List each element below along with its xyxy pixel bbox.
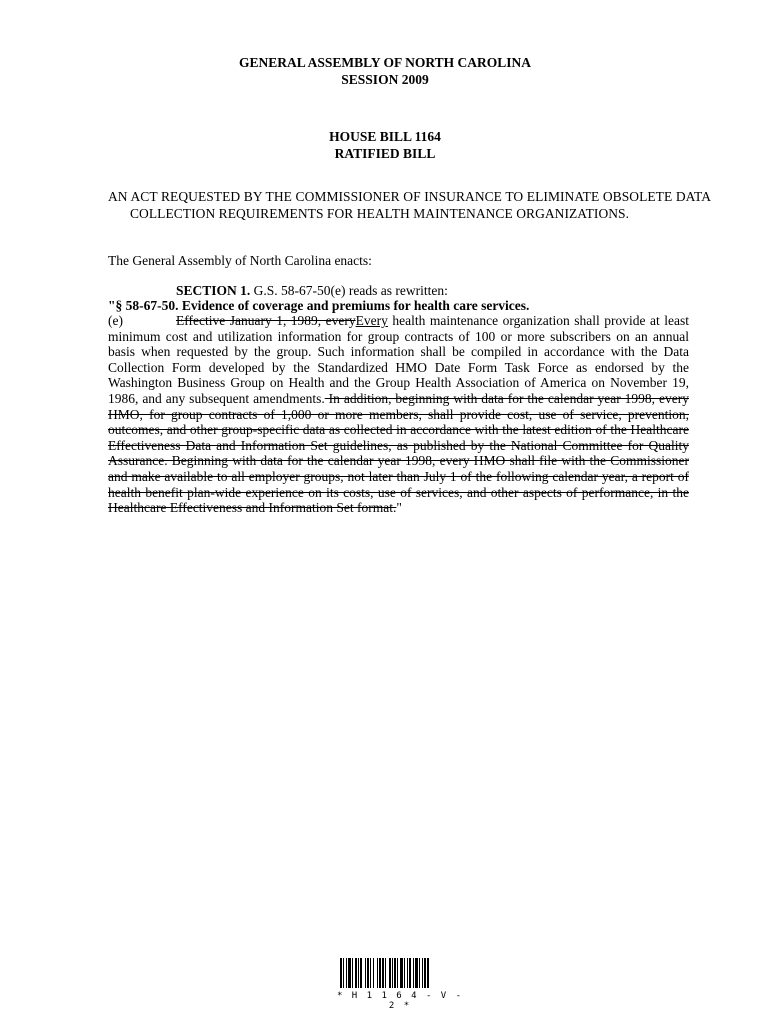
barcode-bar	[413, 958, 414, 988]
retained-text: health maintenance organization shall provide at least minimum cost and utilization information for group contracts of 100 or more subscribers on an annual basis when requested by the group. Such information shall be compiled in accordance with the Data Collection Form developed by the Standardized HMO Date Form Task Force as endorsed by the Washington Business Group on Health and the Group Health Association of America on November 19, 1986, and any subsequent amendments.	[108, 313, 689, 406]
barcode-bar	[355, 958, 357, 988]
barcode-bar	[394, 958, 396, 988]
barcode-bar	[346, 958, 347, 988]
barcode-bar	[382, 958, 384, 988]
session-heading: SESSION 2009	[341, 72, 429, 87]
barcode-bar	[409, 958, 411, 988]
barcode-bar	[348, 958, 351, 988]
barcode-bar	[379, 958, 381, 988]
deleted-lead-text: Effective January 1, 1989, every	[176, 313, 356, 328]
barcode-graphic	[340, 958, 460, 988]
barcode-bar	[392, 958, 393, 988]
barcode-bar	[360, 958, 362, 988]
barcode-bar	[404, 958, 405, 988]
assembly-heading: GENERAL ASSEMBLY OF NORTH CAROLINA	[238, 55, 532, 70]
bill-number-heading: HOUSE BILL 1164	[329, 129, 441, 144]
act-title: AN ACT REQUESTED BY THE COMMISSIONER OF INSURANCE TO ELIMINATE OBSOLETE DATA COLLECTION REQUIREMENTS FOR HEALTH MAINTENANCE ORGANIZATIONS.	[108, 189, 711, 221]
barcode-bar	[370, 958, 371, 988]
statute-title: "§ 58-67-50. Evidence of coverage and premiums for health care services.	[108, 298, 530, 313]
closing-quote: "	[396, 500, 402, 516]
barcode-bar	[377, 958, 378, 988]
barcode-bar	[397, 958, 398, 988]
barcode-bar	[373, 958, 374, 988]
barcode-bar	[352, 958, 353, 988]
barcode-bar	[358, 958, 359, 988]
barcode-bar	[365, 958, 366, 988]
inserted-text: Every	[355, 313, 388, 328]
barcode-bar	[340, 958, 342, 988]
subsection-body: (e) Effective January 1, 1989, everyEvery health maintenance organization shall provide at least minimum cost and utilization information for group contracts of 100 or more subscribers on an annual basis when requested by the group. Such information shall be compiled in accordance with the Data Collection Form developed by the Standardized HMO Date Form Task Force as endorsed by the Washington Business Group on Health and the Group Health Association of America on November 19, 1986, and any subsequent amendments. In addition, beginning with data for the calendar year 1998, every HMO, for group contracts of 1,000 or more members, shall provide cost, use of service, prevention, outcomes, and other group-specific data as collected in accordance with the latest edition of the Healthcare Effectiveness Data and Information Set guidelines, as published by the National Committee for Quality Assurance. Beginning with data for the calendar year 1998, every HMO shall file with the Commissioner and make available to all employer groups, not later than July 1 of the following calendar year, a report of health benefit plan-wide experience on its costs, use of services, and other aspects of performance, in the Healthcare Effectiveness and Information Set format."	[108, 313, 689, 516]
barcode-bar	[367, 958, 369, 988]
barcode-bar	[389, 958, 391, 988]
section-label: SECTION 1.	[176, 283, 251, 298]
barcode-bar	[424, 958, 426, 988]
barcode-bar	[419, 958, 420, 988]
section-text: G.S. 58-67-50(e) reads as rewritten:	[250, 283, 448, 298]
barcode-bar	[400, 958, 403, 988]
barcode-bar	[385, 958, 386, 988]
barcode-text: * H 1 1 6 4 - V - 2 *	[336, 991, 464, 1011]
bill-status-heading: RATIFIED BILL	[334, 146, 436, 161]
barcode-bar	[343, 958, 344, 988]
barcode-bar	[415, 958, 418, 988]
barcode-bar	[407, 958, 408, 988]
barcode-bar	[422, 958, 423, 988]
enacting-clause: The General Assembly of North Carolina enacts:	[108, 253, 372, 268]
barcode-bar	[427, 958, 429, 988]
deleted-tail-text: In addition, beginning with data for the calendar year 1998, every HMO, for group contracts of 1,000 or more members, shall provide cost, use of service, prevention, outcomes, and other group-specific data as collected in accordance with the latest edition of the Healthcare Effectiveness Data and Information Set guidelines, as published by the National Committee for Quality Assurance. Beginning with data for the calendar year 1998, every HMO shall file with the Commissioner and make available to all employer groups, not later than July 1 of the following calendar year, a report of health benefit plan-wide experience on its costs, use of services, and other aspects of performance, in the Healthcare Effectiveness and Information Set format.	[108, 390, 689, 516]
